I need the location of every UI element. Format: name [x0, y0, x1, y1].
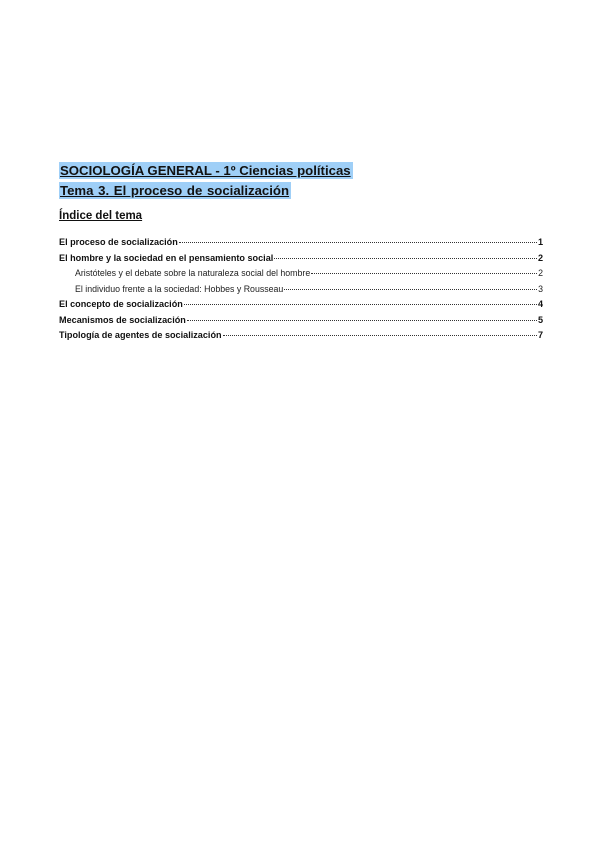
table-of-contents: [59, 237, 543, 346]
toc-entry[interactable]: [59, 330, 543, 346]
toc-entry-label: El hombre y la sociedad en el pensamiento social: [59, 252, 274, 263]
toc-entry[interactable]: [59, 299, 543, 315]
toc-subentry[interactable]: [59, 284, 543, 300]
toc-entry[interactable]: [59, 253, 543, 269]
toc-leader-dots: [311, 273, 537, 274]
toc-entry-label: Tipología de agentes de socialización: [59, 330, 222, 340]
index-heading: Índice del tema: [59, 210, 143, 222]
topic-title: Tema 3. El proceso de socialización: [60, 183, 290, 198]
toc-entry[interactable]: [59, 237, 543, 253]
toc-entry-page: 2: [537, 252, 543, 263]
toc-leader-dots: [179, 242, 537, 243]
toc-entry-label: El proceso de socialización: [59, 237, 178, 247]
toc-entry-page: 4: [537, 299, 543, 309]
toc-entry-label: Mecanismos de socialización: [59, 314, 186, 325]
toc-entry-page: 1: [537, 237, 543, 247]
toc-entry-page: 5: [537, 314, 543, 325]
toc-leader-dots: [187, 320, 537, 321]
toc-leader-dots: [184, 304, 537, 305]
document-header: [59, 162, 353, 200]
document-title: SOCIOLOGÍA GENERAL - 1º Ciencias políticas: [60, 163, 351, 178]
toc-entry-page: 7: [537, 330, 543, 340]
toc-entry-label: Aristóteles y el debate sobre la naturaleza social del hombre: [75, 268, 311, 278]
toc-leader-dots: [274, 258, 537, 259]
toc-entry-page: 2: [538, 268, 543, 278]
toc-entry[interactable]: [59, 315, 543, 331]
toc-entry-label: El individuo frente a la sociedad: Hobbes y Rousseau: [75, 283, 284, 294]
toc-leader-dots: [223, 335, 537, 336]
toc-entry-label: El concepto de socialización: [59, 299, 183, 309]
toc-leader-dots: [284, 289, 537, 290]
toc-subentry[interactable]: [59, 268, 543, 284]
toc-entry-page: 3: [538, 283, 543, 294]
